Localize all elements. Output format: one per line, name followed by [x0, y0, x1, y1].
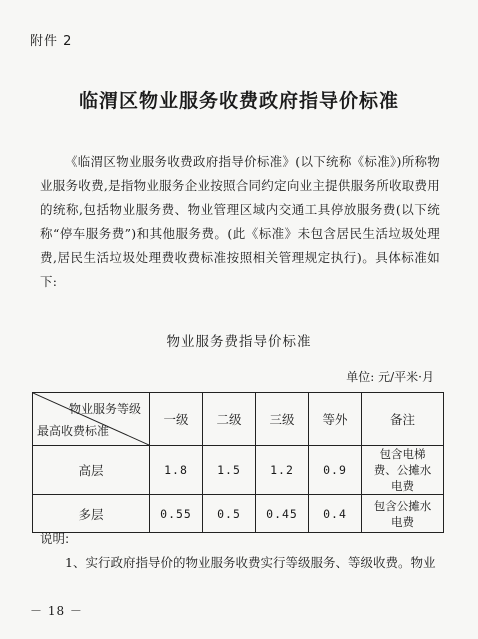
document-title: 临渭区物业服务收费政府指导价标准 [78, 90, 399, 112]
attachment-label: 附件 2 [30, 34, 73, 49]
header-level-1: 一级 [150, 393, 203, 446]
notes-label: 说明: [40, 531, 70, 546]
table-title: 物业服务费指导价标准 [166, 334, 312, 350]
header-level-2: 二级 [203, 393, 256, 446]
table-header-row [33, 393, 444, 446]
max-fee-label: 最高收费标准 [37, 424, 110, 438]
unit-label: 单位: 元/平米·月 [346, 370, 434, 384]
table-cell: 1.2 [256, 446, 309, 495]
row-label-multistory: 多层 [33, 495, 150, 533]
table-cell: 0.5 [203, 495, 256, 533]
row-label-highrise: 高层 [33, 446, 150, 495]
table-cell: 0.55 [150, 495, 203, 533]
table-row [33, 495, 444, 533]
table-row [33, 446, 444, 495]
fee-table [32, 392, 444, 533]
remark-cell: 包含公摊水电费 [362, 495, 444, 533]
table-cell: 0.9 [309, 446, 362, 495]
table-cell: 1.8 [150, 446, 203, 495]
service-level-label: 物业服务等级 [68, 402, 141, 416]
intro-paragraph: 《临渭区物业服务收费政府指导价标准》(以下统称《标准》)所称物业服务收费,是指物业服务企业按照合同约定向业主提供服务所收取费用的统称,包括物业服务费、物业管理区域内交通工具停放服务费(以下统称“停车服务费”)和其他服务费。(此《标准》未包含居民生活垃圾处理费,居民生活垃圾处理费收费标准按照相关管理规定执行)。具体标准如下: [40, 154, 440, 289]
remark-cell: 包含电梯费、公摊水电费 [362, 446, 444, 495]
note-item-1: 1、实行政府指导价的物业服务收费实行等级服务、等级收费。物业 [65, 555, 436, 570]
header-level-3: 三级 [256, 393, 309, 446]
table-cell: 0.4 [309, 495, 362, 533]
header-remarks: 备注 [362, 393, 444, 446]
header-substandard: 等外 [309, 393, 362, 446]
diagonal-header-cell [33, 393, 150, 446]
table-cell: 0.45 [256, 495, 309, 533]
table-cell: 1.5 [203, 446, 256, 495]
page-number: － 18 － [30, 604, 83, 618]
